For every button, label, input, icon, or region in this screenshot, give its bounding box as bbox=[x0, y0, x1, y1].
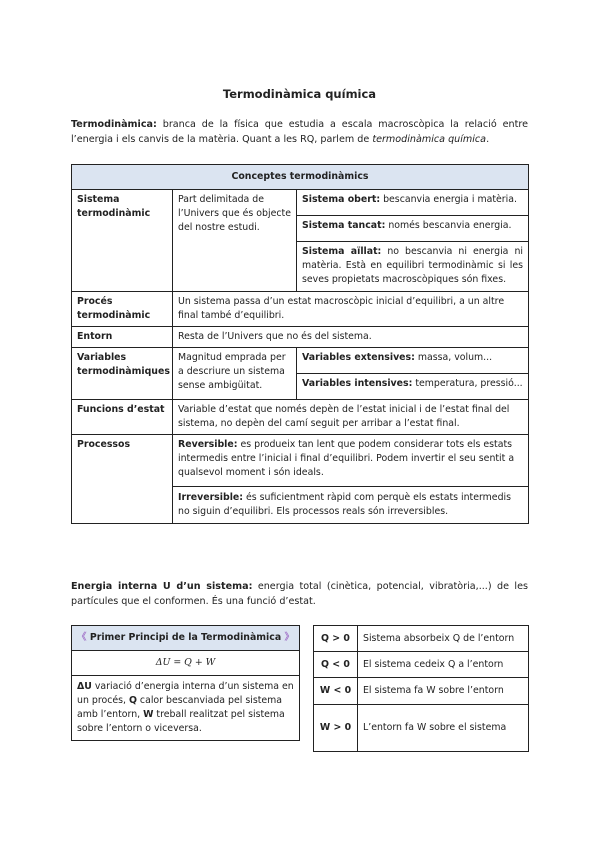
intro-italic: termodinàmica química bbox=[372, 133, 487, 145]
entorn-text: Resta de l’Univers que no és del sistema. bbox=[173, 327, 529, 348]
intro-paragraph bbox=[71, 118, 528, 147]
sistema-tancat: Sistema tancat: només bescanvia energia. bbox=[297, 216, 529, 242]
concepts-table bbox=[71, 164, 529, 524]
first-principle-table bbox=[71, 625, 300, 741]
first-principle-description: ΔU variació d’energia interna d’un sistema en un procés, Q calor bescanviada pel sistema amb l’entorn, W treball realitzat pel sistema sobre l’entorn o viceversa. bbox=[72, 676, 300, 741]
sistema-label: Sistema termodinàmic bbox=[72, 190, 173, 292]
sistema-desc: Part delimitada de l’Univers que és objecte del nostre estudi. bbox=[173, 190, 297, 292]
sign-symbol: Q > 0 bbox=[314, 626, 358, 652]
proces-text: Un sistema passa d’un estat macroscòpic inicial d’equilibri, a un altre final també d’equilibri. bbox=[173, 292, 529, 327]
first-principle-title: Primer Principi de la Termodinàmica bbox=[89, 632, 282, 643]
variables-extensives: Variables extensives: massa, volum... bbox=[297, 348, 529, 374]
variables-desc: Magnitud emprada per a descriure un sistema sense ambigüitat. bbox=[173, 348, 297, 400]
sign-text: El sistema cedeix Q a l’entorn bbox=[358, 652, 529, 678]
funcions-label: Funcions d’estat bbox=[72, 400, 173, 435]
first-principle-header bbox=[72, 626, 300, 651]
left-guillemet-icon: 《 bbox=[77, 632, 87, 643]
sign-symbol: W < 0 bbox=[314, 678, 358, 705]
intro-end: . bbox=[486, 133, 490, 145]
sign-text: El sistema fa W sobre l’entorn bbox=[358, 678, 529, 705]
proces-label: Procés termodinàmic bbox=[72, 292, 173, 327]
entorn-label: Entorn bbox=[72, 327, 173, 348]
sign-row bbox=[314, 678, 529, 705]
intro-term: Termodinàmica: bbox=[71, 119, 157, 130]
sign-row bbox=[314, 705, 529, 752]
sign-text: Sistema absorbeix Q de l’entorn bbox=[358, 626, 529, 652]
sign-row bbox=[314, 626, 529, 652]
right-guillemet-icon: 》 bbox=[284, 632, 294, 643]
variables-label: Variables termodinàmiques bbox=[72, 348, 173, 400]
processos-label: Processos bbox=[72, 435, 173, 524]
sistema-obert: Sistema obert: bescanvia energia i matèria. bbox=[297, 190, 529, 216]
sign-row bbox=[314, 652, 529, 678]
first-principle-equation: ΔU = Q + W bbox=[72, 651, 300, 676]
processos-irreversible: Irreversible: és suficientment ràpid com perquè els estats intermedis no siguin d’equilibri. Els processos reals són irreversibles. bbox=[173, 487, 529, 524]
sign-convention-table bbox=[313, 625, 529, 752]
variables-intensives: Variables intensives: temperatura, pressió... bbox=[297, 374, 529, 400]
intro-text: branca de la física que estudia a escala macroscòpica la relació entre l’energia i els canvis de la matèria. Quant a les RQ, parlem de bbox=[71, 119, 528, 145]
concepts-header: Conceptes termodinàmics bbox=[72, 165, 529, 190]
energia-text: energia total (cinètica, potencial, vibratòria,...) de les partícules que el conformen. És una funció d’estat. bbox=[71, 581, 528, 607]
page-title: Termodinàmica química bbox=[222, 87, 377, 101]
funcions-text: Variable d’estat que només depèn de l’estat inicial i de l’estat final del sistema, no depèn del camí seguit per arribar a l’estat final. bbox=[173, 400, 529, 435]
energia-term: Energia interna U d’un sistema: bbox=[71, 581, 253, 592]
sistema-aillat: Sistema aïllat: no bescanvia ni energia ni matèria. Està en equilibri termodinàmic si les seves propietats macroscòpiques són fixes. bbox=[297, 242, 529, 292]
sign-symbol: W > 0 bbox=[314, 705, 358, 752]
sign-text: L’entorn fa W sobre el sistema bbox=[358, 705, 529, 752]
sign-symbol: Q < 0 bbox=[314, 652, 358, 678]
processos-reversible: Reversible: es produeix tan lent que podem considerar tots els estats intermedis entre l’inicial i final d’equilibri. Podem invertir el seu sentit a qualsevol moment i són ideals. bbox=[173, 435, 529, 487]
energia-paragraph bbox=[71, 580, 528, 609]
